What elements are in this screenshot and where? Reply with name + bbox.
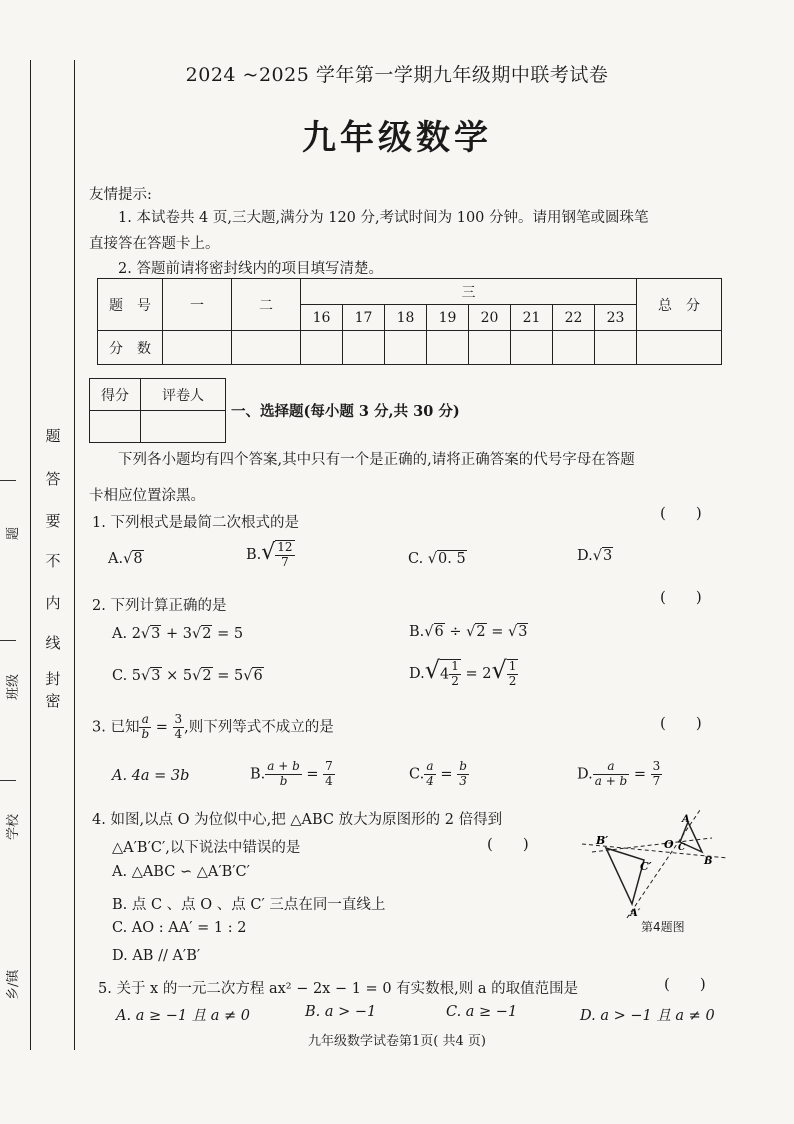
q5-stem: 5. 关于 x 的一元二次方程 ax² − 2x − 1 = 0 有实数根,则 a 的取值范围是 [98, 981, 579, 997]
fig-label-a: A [682, 814, 690, 825]
score-sub-number: 18 [385, 305, 427, 331]
fig-label-c: C [678, 843, 686, 853]
score-cell[interactable] [232, 331, 301, 365]
q3-option-d: D. $\frac{a}{a + b}$ = $\frac{3}{7}$ [577, 759, 661, 788]
score-col-total: 总 分 [637, 279, 722, 331]
q2-option-c: C. 5√3 × 5√2 = 5√6 [112, 668, 263, 684]
q4-option-d: D. AB // A′B′ [112, 948, 201, 964]
fig-label-cp: C′ [640, 860, 652, 873]
score-cell[interactable] [163, 331, 232, 365]
score-cell[interactable] [343, 331, 385, 365]
fig-label-o: O [664, 838, 674, 851]
seal-char: 密 [45, 692, 61, 710]
fig-label-bp: B′ [596, 834, 609, 847]
score-col-section-2: 二 [232, 279, 301, 331]
q3-option-b: B. $\frac{a + b}{b}$ = $\frac{7}{4}$ [250, 759, 333, 788]
tips-heading: 友情提示: [89, 187, 152, 203]
q3-stem: 3. 已知 $\frac{a}{b}$ = $\frac{3}{4}$ ,则下列等式不成立的是 [92, 712, 334, 741]
score-sub-number: 22 [553, 305, 595, 331]
score-cell[interactable] [385, 331, 427, 365]
margin-fragment: 学校 [6, 813, 21, 840]
q4-option-c: C. AO : AA′ = 1 : 2 [112, 920, 247, 936]
tips-line-1b: 直接答在答题卡上。 [89, 236, 220, 252]
fig-label-ap: A′ [630, 908, 641, 919]
margin-fragment: 题 [6, 526, 21, 540]
score-cell[interactable] [469, 331, 511, 365]
q4-figure-caption: 第4题图 [641, 920, 685, 934]
tips-line-1: 1. 本试卷共 4 页,三大题,满分为 120 分,考试时间为 100 分钟。请用钢笔或圆珠笔 [118, 210, 649, 226]
score-cell[interactable] [301, 331, 343, 365]
score-sub-number: 19 [427, 305, 469, 331]
score-sub-number: 23 [595, 305, 637, 331]
q2-option-b: B.√6 ÷ √2 = √3 [409, 624, 528, 640]
seal-char: 不 [45, 552, 61, 570]
grader-name-label: 评卷人 [141, 379, 226, 411]
tips-line-2: 2. 答题前请将密封线内的项目填写清楚。 [118, 261, 383, 277]
grader-name-cell[interactable] [141, 411, 226, 443]
section-1-instructions-1: 下列各小题均有四个答案,其中只有一个是正确的,请将正确答案的代号字母在答题 [118, 452, 635, 468]
seal-char: 线 [45, 634, 61, 652]
score-cell[interactable] [427, 331, 469, 365]
q3-answer-paren[interactable]: ( ) [660, 714, 702, 732]
subject-title: 九年级数学 [302, 118, 492, 158]
q2-stem: 2. 下列计算正确的是 [92, 598, 227, 614]
q1-answer-paren[interactable]: ( ) [660, 504, 702, 522]
margin-fragment: 班级 [6, 673, 21, 700]
seal-char: 封 [45, 670, 61, 688]
q4-stem-2: △A′B′C′,以下说法中错误的是 [112, 840, 301, 856]
q1-stem: 1. 下列根式是最简二次根式的是 [92, 515, 299, 531]
seal-char: 题 [45, 427, 61, 445]
q4-option-b: B. 点 C 、点 O 、点 C′ 三点在同一直线上 [112, 897, 386, 913]
margin-blank-line [0, 640, 16, 641]
section-1-instructions-2: 卡相应位置涂黑。 [89, 488, 205, 504]
q5-option-a: A. a ≥ −1 且 a ≠ 0 [116, 1008, 251, 1024]
q2-option-a: A. 2√3 + 3√2 = 5 [112, 626, 244, 642]
q5-answer-paren[interactable]: ( ) [664, 975, 706, 993]
margin-blank-line [0, 780, 16, 781]
score-sub-number: 16 [301, 305, 343, 331]
score-sub-number: 20 [469, 305, 511, 331]
grader-box [89, 378, 226, 443]
seal-char: 内 [45, 594, 61, 612]
score-row-label: 分 数 [98, 331, 163, 365]
q5-option-b: B. a > −1 [305, 1004, 377, 1020]
grader-score-label: 得分 [90, 379, 141, 411]
score-col-section-1: 一 [163, 279, 232, 331]
seal-char: 要 [45, 512, 61, 530]
q1-option-b: B.√ $\frac{12}{7}$ [246, 540, 293, 569]
binding-line-outer [30, 60, 31, 1050]
fig-line-aa [627, 810, 700, 918]
binding-line-inner [74, 60, 75, 1050]
q4-answer-paren[interactable]: ( ) [487, 835, 529, 853]
grader-score-cell[interactable] [90, 411, 141, 443]
score-sub-number: 21 [511, 305, 553, 331]
score-table [97, 278, 722, 365]
seal-char: 答 [45, 470, 61, 488]
q1-option-c: C. √0. 5 [408, 551, 466, 567]
score-cell[interactable] [553, 331, 595, 365]
fig-label-b: B [704, 856, 713, 867]
score-sub-number: 17 [343, 305, 385, 331]
q3-option-a: A. 4a = 3b [112, 768, 190, 784]
page-footer: 九年级数学试卷第1页( 共4 页) [308, 1034, 486, 1049]
q4-option-a: A. △ABC ∽ △A′B′C′ [112, 864, 250, 880]
q2-option-d: D.√4 $\frac{1}{2}$ = 2√ $\frac{1}{2}$ [409, 656, 517, 688]
score-row-label: 题 号 [98, 279, 163, 331]
score-cell[interactable] [511, 331, 553, 365]
section-1-title: 一、选择题(每小题 3 分,共 30 分) [231, 403, 460, 420]
q1-option-d: D.√3 [577, 548, 613, 564]
margin-blank-line [0, 480, 16, 481]
q5-option-c: C. a ≥ −1 [446, 1004, 518, 1020]
score-cell[interactable] [595, 331, 637, 365]
q2-answer-paren[interactable]: ( ) [660, 588, 702, 606]
q4-stem-1: 4. 如图,以点 O 为位似中心,把 △ABC 放大为原图形的 2 倍得到 [92, 812, 503, 828]
fig-triangle-large [606, 848, 644, 904]
score-col-section-3: 三 [301, 279, 637, 305]
q3-option-c: C. $\frac{a}{4}$ = $\frac{b}{3}$ [409, 759, 467, 788]
score-cell[interactable] [637, 331, 722, 365]
margin-fragment: 乡/镇 [6, 969, 21, 1000]
q1-option-a: A.√8 [108, 551, 143, 567]
q4-figure [582, 808, 732, 936]
q5-option-d: D. a > −1 且 a ≠ 0 [580, 1008, 715, 1024]
exam-title: 2024 ~2025 学年第一学期九年级期中联考试卷 [185, 64, 609, 86]
